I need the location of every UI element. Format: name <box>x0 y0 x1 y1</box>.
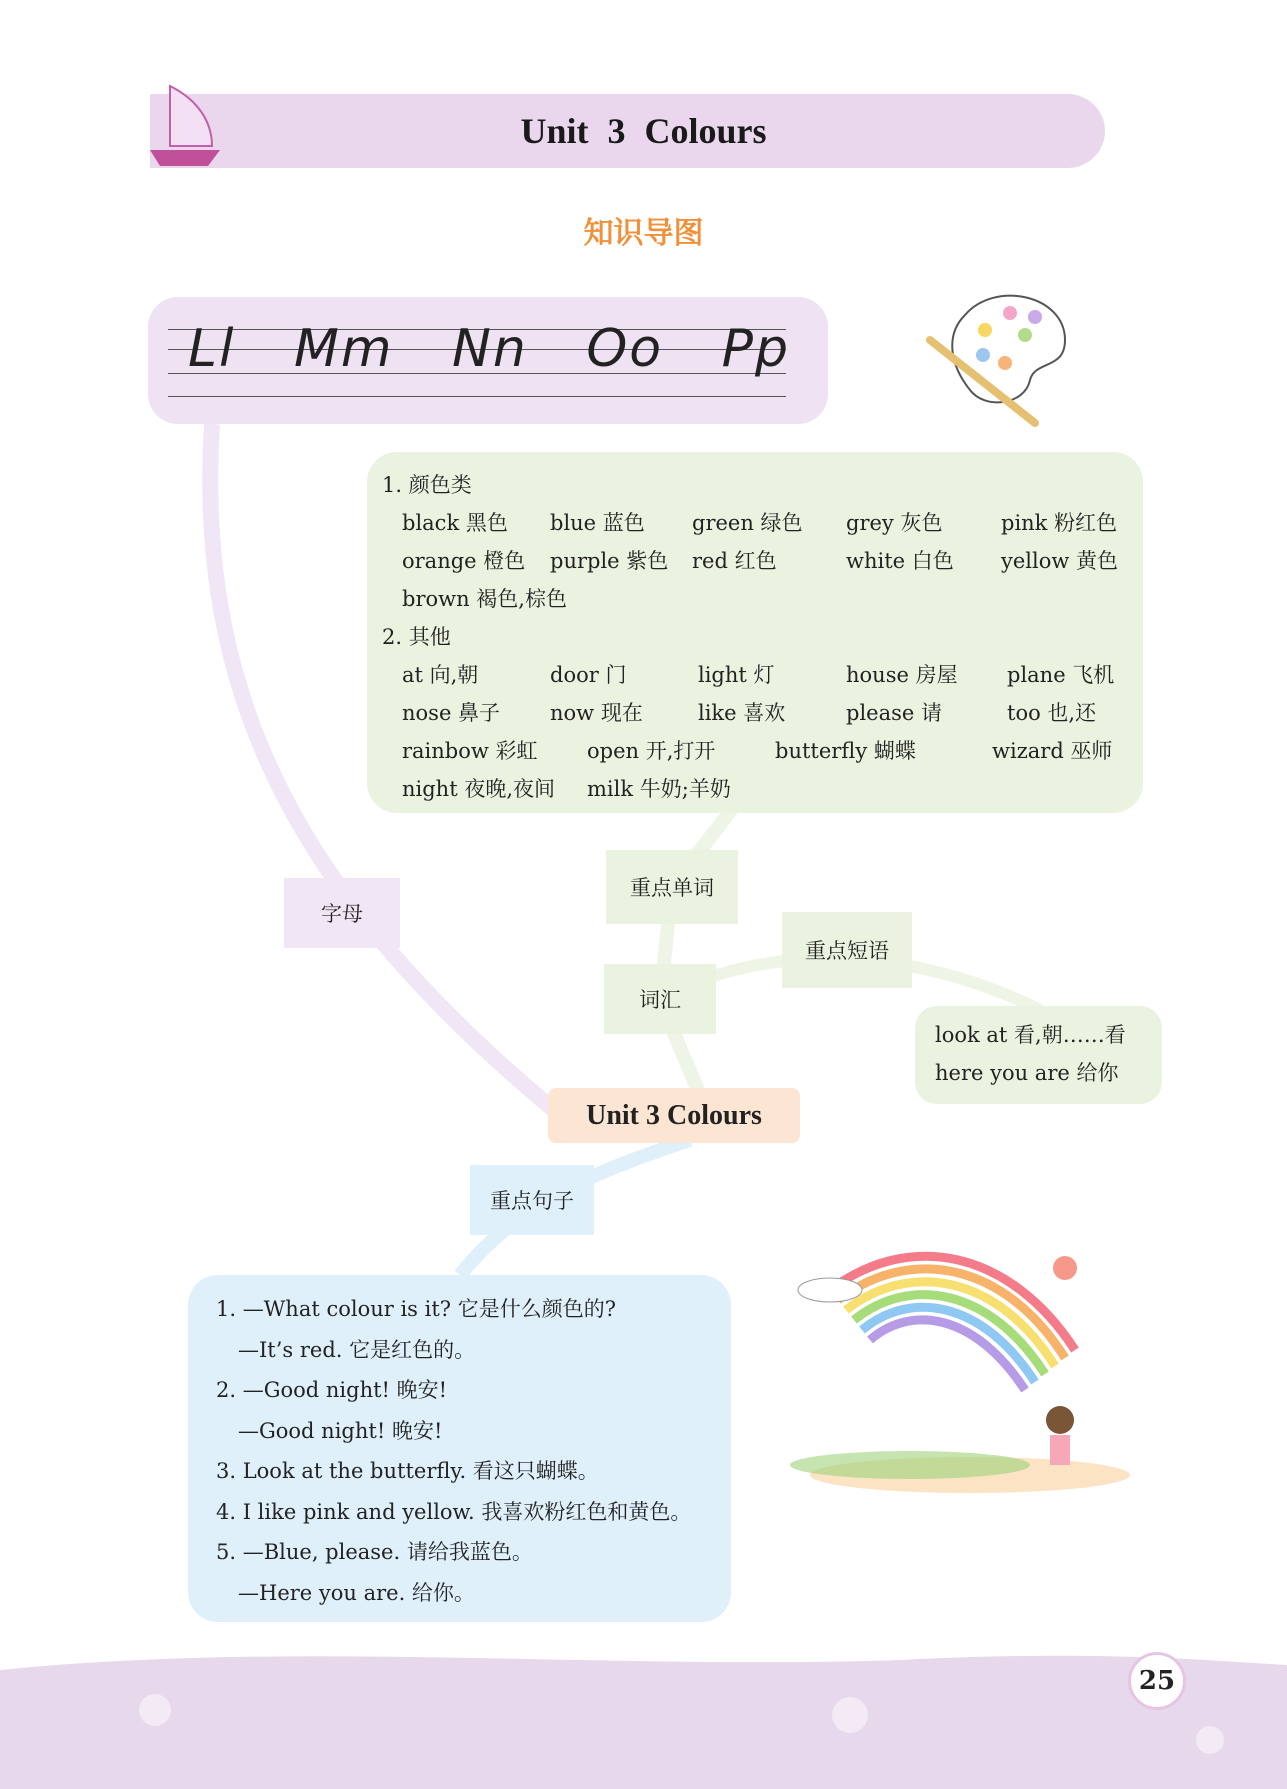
vocab-item: house 房屋 <box>846 663 958 687</box>
vocab-item: milk 牛奶;羊奶 <box>587 777 731 801</box>
sentence: —Here you are. 给你。 <box>238 1580 475 1605</box>
vocab-row <box>382 694 1143 732</box>
vocab-section-title: 2. 其他 <box>382 625 451 649</box>
sentence: —It’s red. 它是红色的。 <box>238 1337 476 1362</box>
vocab-item: green 绿色 <box>692 511 803 535</box>
node-key-words: 重点单词 <box>606 850 738 924</box>
node-letters: 字母 <box>284 878 400 948</box>
vocab-item: grey 灰色 <box>846 511 943 535</box>
vocab-row <box>382 580 1143 618</box>
page-number: 25 <box>1128 1652 1186 1710</box>
vocab-item: door 门 <box>550 663 627 687</box>
vocab-item: red 红色 <box>692 549 777 573</box>
sentence: —Good night! 晚安! <box>238 1418 443 1443</box>
vocab-item: butterfly 蝴蝶 <box>775 739 916 763</box>
vocab-item: light 灯 <box>698 663 775 687</box>
paint-palette-icon <box>925 285 1075 430</box>
vocab-item: please 请 <box>846 701 942 725</box>
node-vocabulary: 词汇 <box>604 964 716 1034</box>
phrase-item: here you are 给你 <box>935 1061 1119 1085</box>
vocab-item: purple 紫色 <box>550 549 669 573</box>
sentence: 1. —What colour is it? 它是什么颜色的? <box>216 1297 616 1321</box>
vocab-item: wizard 巫师 <box>992 739 1113 763</box>
sentence: 3. Look at the butterfly. 看这只蝴蝶。 <box>216 1459 599 1483</box>
sentences-box <box>188 1275 731 1622</box>
vocab-item: brown 褐色,棕色 <box>402 587 567 611</box>
vocab-row <box>382 504 1143 542</box>
vocab-item: orange 橙色 <box>402 549 526 573</box>
vocab-item: white 白色 <box>846 549 954 573</box>
sentence: 2. —Good night! 晚安! <box>216 1378 448 1402</box>
vocab-row <box>382 542 1143 580</box>
vocab-row <box>382 732 1143 770</box>
vocab-item: night 夜晚,夜间 <box>402 777 555 801</box>
vocab-row <box>382 656 1143 694</box>
vocab-item: blue 蓝色 <box>550 511 645 535</box>
rainbow-girl-illustration <box>790 1240 1150 1495</box>
vocab-item: rainbow 彩虹 <box>402 739 538 763</box>
vocabulary-box <box>367 452 1143 813</box>
vocab-item: too 也,还 <box>1007 701 1097 725</box>
section-title: 知识导图 <box>583 216 704 251</box>
vocab-item: now 现在 <box>550 701 643 725</box>
unit-title: Unit 3 Colours <box>520 111 767 151</box>
phrases-box <box>915 1006 1162 1104</box>
bottom-wave-decoration <box>0 1640 1287 1789</box>
sentence: 4. I like pink and yellow. 我喜欢粉红色和黄色。 <box>216 1499 692 1524</box>
letters-box <box>148 297 828 424</box>
center-node: Unit 3 Colours <box>548 1088 800 1143</box>
vocab-row <box>382 770 1143 808</box>
node-key-phrases: 重点短语 <box>782 912 912 988</box>
vocab-section-title: 1. 颜色类 <box>382 473 472 497</box>
node-key-sentences: 重点句子 <box>470 1165 594 1235</box>
vocab-item: plane 飞机 <box>1007 663 1115 687</box>
vocab-item: open 开,打开 <box>587 739 716 763</box>
vocab-item: nose 鼻子 <box>402 701 501 725</box>
letters-handwriting: Ll Mm Nn Oo Pp <box>188 319 791 379</box>
phrase-item: look at 看,朝……看 <box>935 1023 1126 1047</box>
sentence: 5. —Blue, please. 请给我蓝色。 <box>216 1540 533 1564</box>
vocab-item: like 喜欢 <box>698 701 786 725</box>
vocab-item: pink 粉红色 <box>1001 511 1118 535</box>
vocab-item: at 向,朝 <box>402 663 479 687</box>
vocab-item: yellow 黄色 <box>1001 549 1119 573</box>
vocab-item: black 黑色 <box>402 511 508 535</box>
